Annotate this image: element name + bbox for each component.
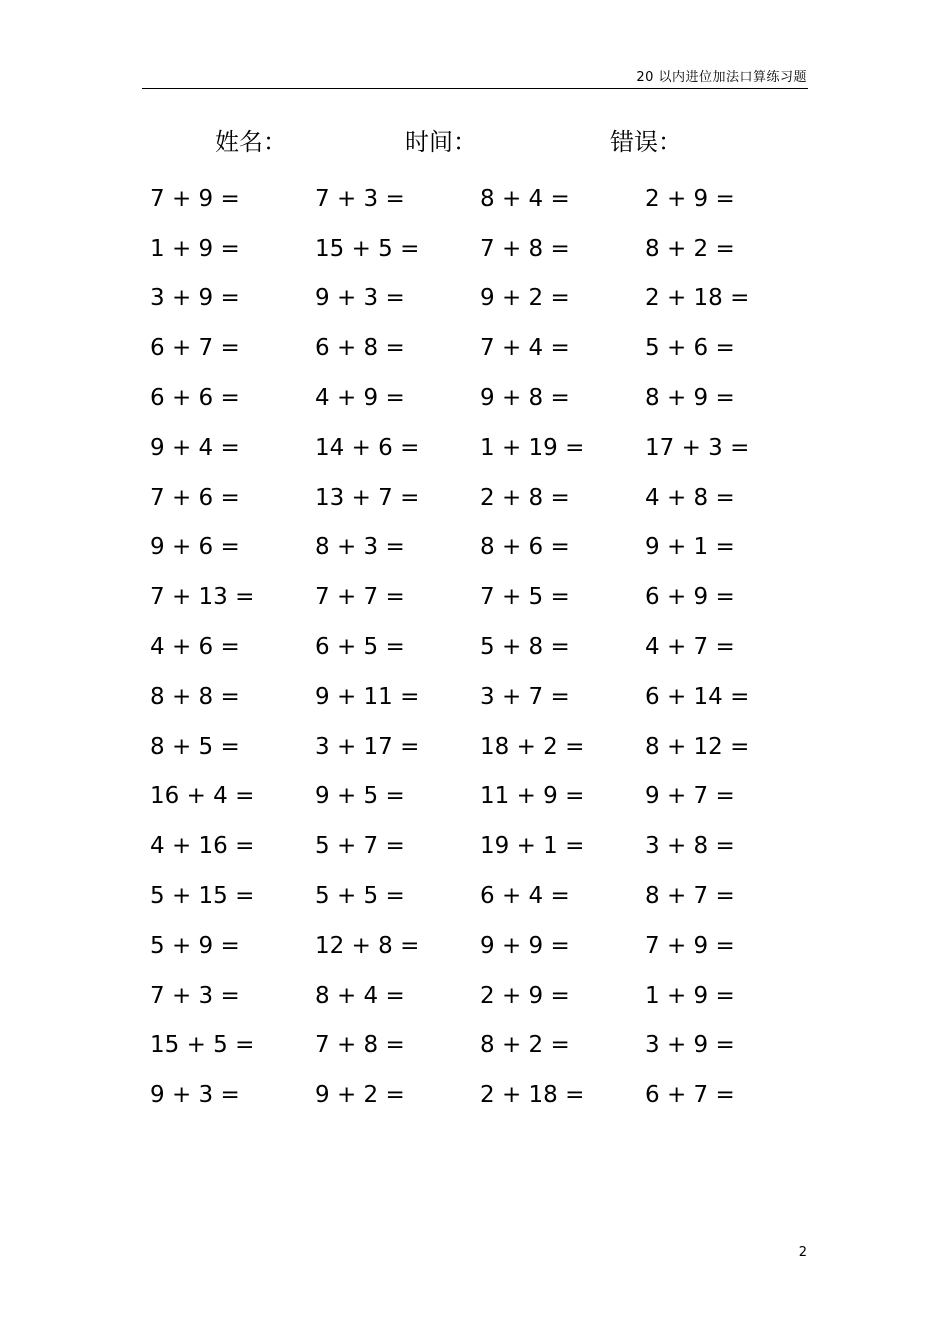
problem-row (150, 672, 800, 722)
problem-cell: 1 + 9 = (150, 235, 240, 262)
problem-cell: 17 + 3 = (645, 434, 750, 461)
problem-cell: 2 + 9 = (480, 982, 570, 1009)
problem-cell: 14 + 6 = (315, 434, 420, 461)
problem-cell: 6 + 14 = (645, 683, 750, 710)
problem-cell: 6 + 6 = (150, 385, 240, 412)
problem-cell: 4 + 6 = (150, 634, 240, 661)
problem-cell: 13 + 7 = (315, 484, 420, 511)
problem-row (150, 622, 800, 672)
errors-field-label: 错误： (610, 128, 682, 156)
document-header-title: 20 以内进位加法口算练习题 (636, 70, 807, 85)
problem-row (150, 1070, 800, 1120)
problem-cell: 9 + 8 = (480, 385, 570, 412)
problem-cell: 2 + 8 = (480, 484, 570, 511)
problem-row (150, 921, 800, 971)
problem-cell: 5 + 8 = (480, 634, 570, 661)
problem-cell: 3 + 17 = (315, 733, 420, 760)
problem-cell: 6 + 8 = (315, 335, 405, 362)
problem-row (150, 722, 800, 772)
problem-cell: 5 + 5 = (315, 883, 405, 910)
problem-row (150, 224, 800, 274)
problem-cell: 4 + 7 = (645, 634, 735, 661)
problem-cell: 16 + 4 = (150, 783, 255, 810)
problem-row (150, 871, 800, 921)
problem-cell: 4 + 16 = (150, 833, 255, 860)
problem-cell: 2 + 18 = (480, 1082, 585, 1109)
problem-row (150, 473, 800, 523)
problem-cell: 8 + 7 = (645, 883, 735, 910)
problem-row (150, 523, 800, 573)
problem-row (150, 423, 800, 473)
problem-row (150, 323, 800, 373)
problem-cell: 9 + 1 = (645, 534, 735, 561)
header-divider (142, 88, 808, 89)
problem-cell: 9 + 2 = (480, 285, 570, 312)
problem-cell: 15 + 5 = (315, 235, 420, 262)
problem-cell: 9 + 9 = (480, 932, 570, 959)
problem-cell: 12 + 8 = (315, 932, 420, 959)
problem-cell: 8 + 4 = (315, 982, 405, 1009)
problem-cell: 6 + 5 = (315, 634, 405, 661)
problem-cell: 8 + 8 = (150, 683, 240, 710)
problem-cell: 9 + 4 = (150, 434, 240, 461)
problem-row (150, 373, 800, 423)
problem-cell: 15 + 5 = (150, 1032, 255, 1059)
page-number: 2 (798, 1245, 807, 1260)
problem-row (150, 572, 800, 622)
problem-cell: 3 + 8 = (645, 833, 735, 860)
problem-cell: 6 + 7 = (645, 1082, 735, 1109)
problem-cell: 5 + 15 = (150, 883, 255, 910)
problem-cell: 7 + 7 = (315, 584, 405, 611)
problem-cell: 4 + 8 = (645, 484, 735, 511)
problem-cell: 7 + 8 = (480, 235, 570, 262)
problem-cell: 9 + 3 = (150, 1082, 240, 1109)
problem-cell: 5 + 7 = (315, 833, 405, 860)
problem-cell: 7 + 4 = (480, 335, 570, 362)
problem-cell: 6 + 7 = (150, 335, 240, 362)
problem-cell: 1 + 9 = (645, 982, 735, 1009)
problem-cell: 8 + 2 = (645, 235, 735, 262)
problem-cell: 7 + 9 = (150, 185, 240, 212)
problem-grid (150, 174, 800, 1120)
problem-cell: 7 + 3 = (150, 982, 240, 1009)
problem-cell: 5 + 6 = (645, 335, 735, 362)
problem-row (150, 1021, 800, 1071)
problem-cell: 9 + 5 = (315, 783, 405, 810)
problem-cell: 2 + 9 = (645, 185, 735, 212)
problem-cell: 7 + 6 = (150, 484, 240, 511)
problem-cell: 7 + 5 = (480, 584, 570, 611)
problem-cell: 8 + 6 = (480, 534, 570, 561)
time-field-label: 时间： (405, 128, 477, 156)
problem-cell: 4 + 9 = (315, 385, 405, 412)
problem-cell: 3 + 7 = (480, 683, 570, 710)
problem-row (150, 772, 800, 822)
problem-cell: 1 + 19 = (480, 434, 585, 461)
problem-cell: 8 + 5 = (150, 733, 240, 760)
problem-cell: 3 + 9 = (645, 1032, 735, 1059)
problem-cell: 8 + 2 = (480, 1032, 570, 1059)
problem-cell: 6 + 4 = (480, 883, 570, 910)
problem-cell: 7 + 13 = (150, 584, 255, 611)
problem-row (150, 821, 800, 871)
problem-cell: 11 + 9 = (480, 783, 585, 810)
problem-row (150, 274, 800, 324)
problem-cell: 9 + 7 = (645, 783, 735, 810)
problem-cell: 19 + 1 = (480, 833, 585, 860)
problem-cell: 8 + 4 = (480, 185, 570, 212)
problem-cell: 6 + 9 = (645, 584, 735, 611)
name-field-label: 姓名： (215, 128, 287, 156)
problem-cell: 8 + 9 = (645, 385, 735, 412)
problem-cell: 9 + 3 = (315, 285, 405, 312)
problem-row (150, 971, 800, 1021)
problem-cell: 7 + 3 = (315, 185, 405, 212)
problem-row (150, 174, 800, 224)
problem-cell: 7 + 9 = (645, 932, 735, 959)
problem-cell: 8 + 3 = (315, 534, 405, 561)
problem-cell: 9 + 6 = (150, 534, 240, 561)
problem-cell: 9 + 11 = (315, 683, 420, 710)
problem-cell: 2 + 18 = (645, 285, 750, 312)
problem-cell: 7 + 8 = (315, 1032, 405, 1059)
problem-cell: 5 + 9 = (150, 932, 240, 959)
problem-cell: 9 + 2 = (315, 1082, 405, 1109)
problem-cell: 3 + 9 = (150, 285, 240, 312)
problem-cell: 18 + 2 = (480, 733, 585, 760)
problem-cell: 8 + 12 = (645, 733, 750, 760)
